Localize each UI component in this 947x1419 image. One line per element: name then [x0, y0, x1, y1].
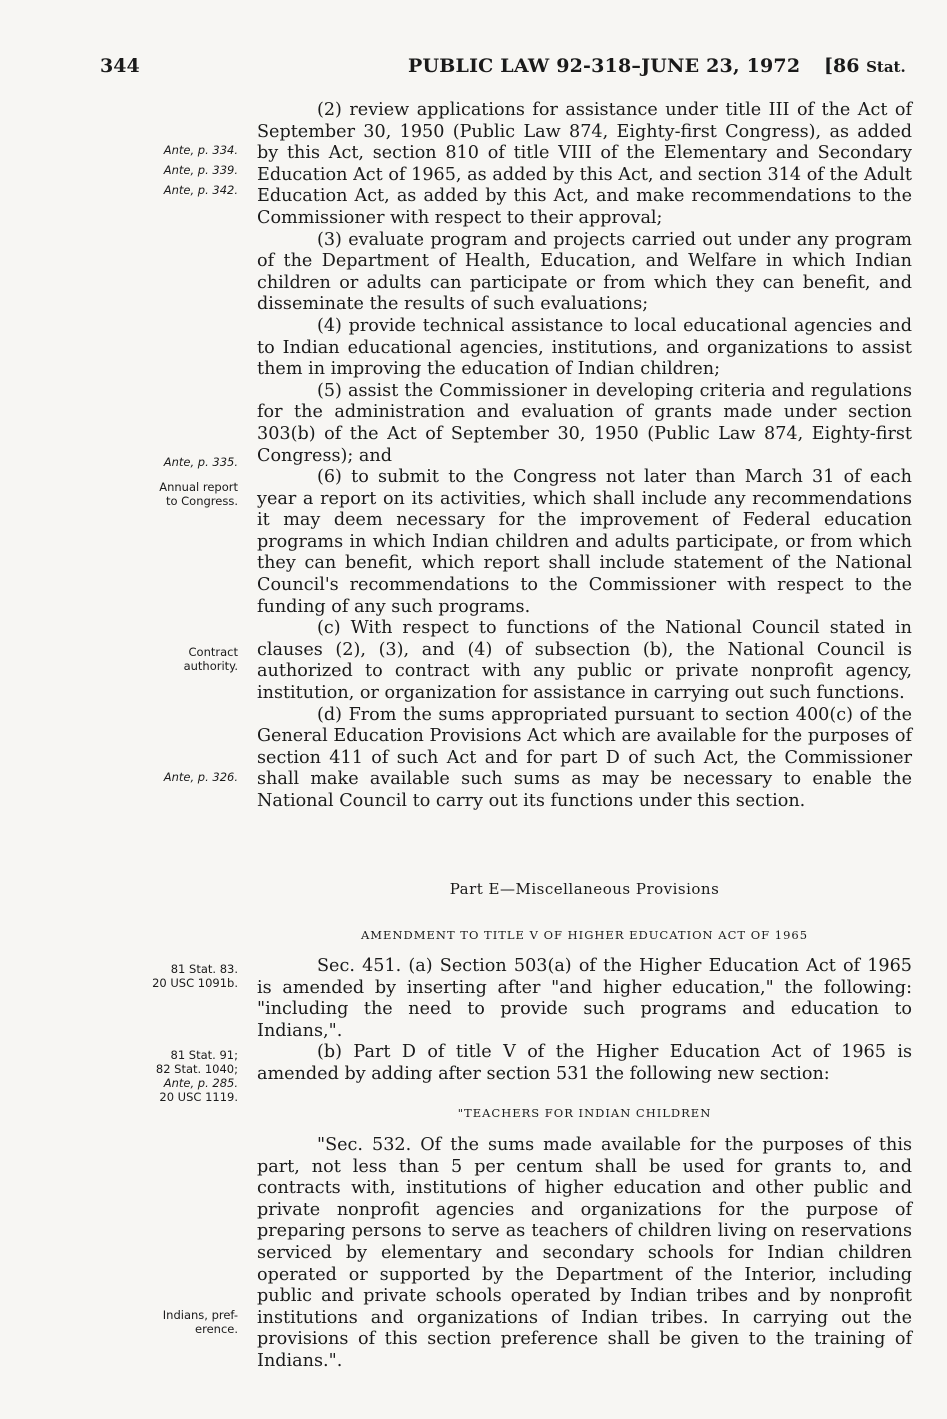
page-header: [0, 55, 947, 85]
page-number: 344: [100, 55, 140, 77]
margin-note-81-stat-83: [88, 962, 238, 990]
margin-note-ante-335: [88, 455, 238, 469]
teachers-heading: "TEACHERS FOR INDIAN CHILDREN: [457, 1106, 712, 1120]
margin-note-line: Indians, pref-: [162, 1308, 238, 1322]
paragraph-2: (2) review applications for assistance under title III of the Act of September 30, 1950 (Public Law 874, Eighty-first Congress), as added by this Act, section 810 of title VIII of the Elementary and Secondary Education Act of 1965, as added by this Act, and section 314 of the Adult Education Act, as added by this Act, and make recommendations to the Commissioner with respect to their approval;: [257, 100, 912, 228]
amendment-heading: AMENDMENT TO TITLE V OF HIGHER EDUCATION ACT OF 1965: [360, 928, 809, 942]
paragraph-3: (3) evaluate program and projects carried out under any program of the Department of Health, Education, and Welfare in which Indian children or adults can participate or from which they can benefit, and disseminate the results of such evaluations;: [257, 229, 912, 315]
paragraph-d: (d) From the sums appropriated pursuant to section 400(c) of the General Education Provisions Act which are available for the purposes of section 411 of such Act and for part D of such Act, the Commissioner shall make available such sums as may be necessary to enable the National Council to carry out its functions under this section.: [257, 704, 912, 811]
margin-note-line: Ante, p. 335.: [163, 455, 238, 469]
margin-note-ante-334-339-342: [88, 143, 238, 197]
margin-note-line: Ante, p. 285.: [163, 1076, 238, 1090]
body-upper: [257, 100, 912, 813]
margin-note-line: Ante, p. 342.: [163, 183, 238, 197]
margin-note-81-stat-91: [88, 1048, 238, 1104]
margin-note-line: 81 Stat. 91;: [170, 1048, 238, 1062]
statute-reference: [824, 55, 906, 77]
margin-note-line: Annual report: [159, 480, 238, 494]
paragraph-5: (5) assist the Commissioner in developing criteria and regulations for the administration and evaluation of grants made under section 303(b) of the Act of September 30, 1950 (Public Law 874, Eighty-first Congress); and: [257, 380, 912, 466]
margin-note-ante-326: [88, 770, 238, 784]
stat-bracket: [86: [824, 55, 860, 77]
margin-note-contract-authority: [88, 645, 238, 673]
section-451-b: (b) Part D of title V of the Higher Education Act of 1965 is amended by adding after section 531 the following new section:: [257, 1042, 912, 1084]
stat-label: Stat.: [866, 58, 906, 76]
margin-note-line: 20 USC 1091b.: [152, 976, 238, 990]
margin-note-line: Ante, p. 334.: [163, 143, 238, 157]
margin-note-line: 82 Stat. 1040;: [155, 1062, 238, 1076]
margin-note-line: Ante, p. 326.: [163, 770, 238, 784]
margin-note-line: 20 USC 1119.: [159, 1090, 238, 1104]
paragraph-6: (6) to submit to the Congress not later than March 31 of each year a report on its activities, which shall include any recommendations it may deem necessary for the improvement of Federal education programs in which Indian children and adults participate, or from which they can benefit, which report shall include statement of the National Council's recommendations to the Commissioner with respect to the funding of any such programs.: [257, 467, 912, 617]
section-532: "Sec. 532. Of the sums made available for the purposes of this part, not less than 5 per centum shall be used for grants to, and contracts with, institutions of higher education and other public and private nonprofit agencies and organizations for the purpose of preparing persons to serve as teachers of children living on reservations serviced by elementary and secondary schools for Indian children operated or supported by the Department of the Interior, including public and private schools operated by Indian tribes and by nonprofit institutions and organizations of Indian tribes. In carrying out the provisions of this section preference shall be given to the training of Indians.".: [257, 1135, 912, 1371]
section-451-a: Sec. 451. (a) Section 503(a) of the Higher Education Act of 1965 is amended by inserting after "and higher education," the following: "including the need to provide such programs and education to Indians,".: [257, 956, 912, 1041]
paragraph-4: (4) provide technical assistance to local educational agencies and to Indian educational agencies, institutions, and organizations to assist them in improving the education of Indian children;: [257, 315, 912, 380]
margin-note-line: authority.: [183, 659, 238, 673]
part-e-heading: Part E—Miscellaneous Provisions: [449, 880, 720, 898]
paragraph-c: (c) With respect to functions of the National Council stated in clauses (2), (3), and (4) of subsection (b), the National Council is authorized to contract with any public or private nonprofit agency, institution, or organization for assistance in carrying out such functions.: [257, 618, 912, 704]
margin-note-line: Ante, p. 339.: [163, 163, 238, 177]
margin-note-line: to Congress.: [165, 494, 238, 508]
margin-note-indians-preference: [88, 1308, 238, 1336]
margin-note-line: 81 Stat. 83.: [170, 962, 238, 976]
margin-note-annual-report: [88, 480, 238, 508]
margin-note-line: erence.: [195, 1322, 238, 1336]
body-section-532: [257, 1135, 912, 1373]
body-section-451: [257, 956, 912, 1086]
running-title: PUBLIC LAW 92-318–JUNE 23, 1972: [408, 55, 801, 77]
margin-note-line: Contract: [188, 645, 238, 659]
